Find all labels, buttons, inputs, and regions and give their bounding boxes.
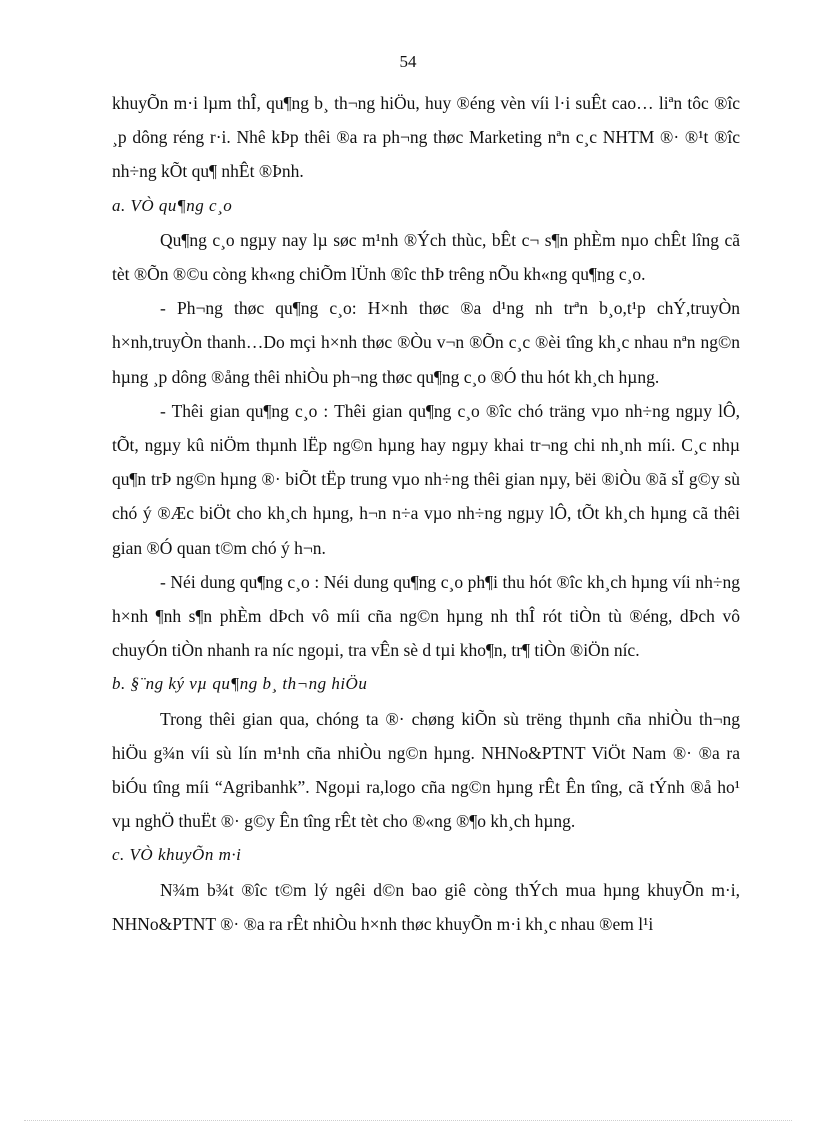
paragraph-3: - Ph¬ng thøc qu¶ng c¸o: H×nh thøc ®a d¹ng nh trªn b¸o,t¹p chÝ,truyÒn h×nh,truyÒn thanh…Do mçi h×nh thøc ®Òu v¬n ®Õn c¸c ®èi tîng kh¸c nhau nªn ng©n hµng ¸p dông ®ång thêi nhiÒu ph¬ng thøc qu¶ng c¸o ®Ó thu hót kh¸ch hµng. [112, 298, 740, 387]
section-heading-a: a. VÒ qu¶ng c¸o [112, 195, 233, 215]
page-number: 54 [399, 52, 417, 71]
page-body [112, 86, 740, 941]
paragraph-7: N¾m b¾t ®îc t©m lý ngêi d©n bao giê còng thÝch mua hµng khuyÕn m·i, NHNo&PTNT ®· ®a ra rÊt nhiÒu h×nh thøc khuyÕn m·i kh¸c nhau ®em l¹i [112, 879, 740, 934]
page-bottom-rule [24, 1120, 792, 1121]
section-heading-b: b. §¨ng ký vµ qu¶ng b¸ th¬ng hiÖu [112, 674, 368, 694]
paragraph-2: Qu¶ng c¸o ngµy nay lµ søc m¹nh ®Ých thùc, bÊt c¬ s¶n phÈm nµo chÊt lîng cã tèt ®Õn ®©u còng kh«ng chiÕm lÜnh ®îc thÞ trêng nÕu kh«ng qu¶ng c¸o. [112, 229, 740, 285]
paragraph-5: - Néi dung qu¶ng c¸o : Néi dung qu¶ng c¸o ph¶i thu hót ®îc kh¸ch hµng víi nh÷ng h×nh ¶nh s¶n phÈm dÞch vô míi cña ng©n hµng nh thÎ rót tiÒn tù ®éng, dÞch vô chuyÓn tiÒn nhanh ra níc ngoµi, tra vÊn sè d tµi kho¶n, tr¶ tiÒn ®iÖn níc. [112, 571, 740, 661]
paragraph-6: Trong thêi gian qua, chóng ta ®· chøng kiÕn sù trëng thµnh cña nhiÒu th¬ng hiÖu g¾n víi sù lín m¹nh cña nhiÒu ng©n hµng. NHNo&PTNT ViÖt Nam ®· ®a ra biÓu tîng míi “Agribanhk”. Ngoµi ra,logo cña ng©n hµng rÊt Ên tîng, cã tÝnh ®å ho¹ vµ nghÖ thuËt ®· g©y Ên tîng rÊt tèt cho ®«ng ®¶o kh¸ch hµng. [112, 708, 740, 832]
paragraph-1: khuyÕn m·i lµm thÎ, qu¶ng b¸ th¬ng hiÖu, huy ®éng vèn víi l·i suÊt cao… liªn tôc ®îc ¸p dông réng r·i. Nhê kÞp thêi ®a ra ph¬ng thøc Marketing nªn c¸c NHTM ®· ®¹t ®îc nh÷ng kÕt qu¶ nhÊt ®Þnh. [112, 93, 740, 182]
section-heading-c: c. VÒ khuyÕn m·i [112, 845, 242, 865]
paragraph-4: - Thêi gian qu¶ng c¸o : Thêi gian qu¶ng c¸o ®îc chó träng vµo nh÷ng ngµy lÔ, tÕt, ngµy kû niÖm thµnh lËp ng©n hµng hay ngµy khai tr¬ng chi nh¸nh míi. C¸c nhµ qu¶n trÞ ng©n hµng ®· biÕt tËp trung vµo nh÷ng thêi gian nµy, bëi ®iÒu ®ã sÏ g©y sù chó ý ®Æc biÖt cho kh¸ch hµng, h¬n n÷a vµo nh÷ng ngµy lÔ, tÕt kh¸ch hµng cã thêi gian ®Ó quan t©m chó ý h¬n. [112, 400, 740, 558]
